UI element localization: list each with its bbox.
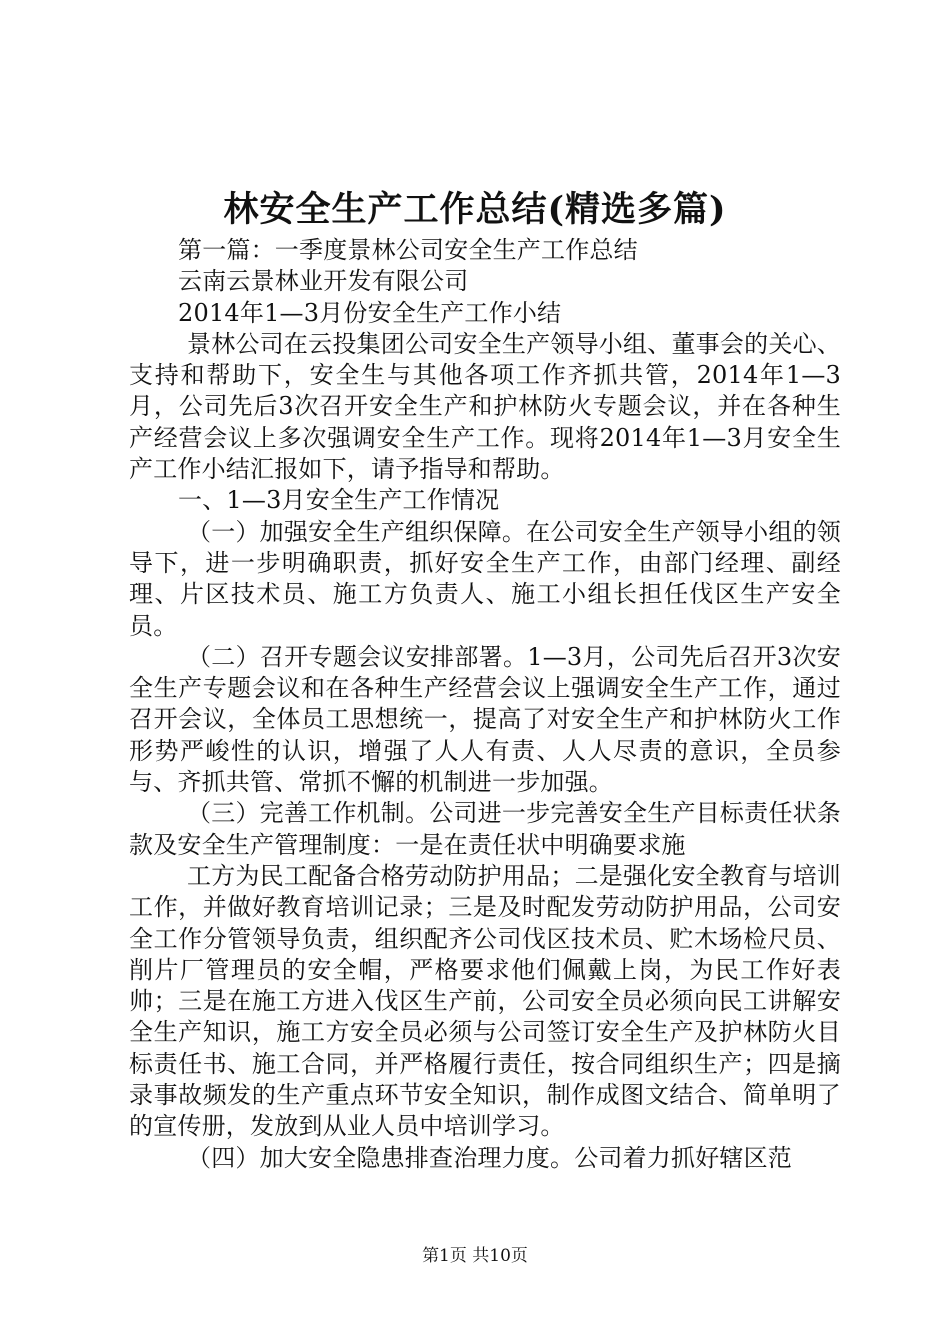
page-footer: 第1页 共10页 <box>422 1246 528 1266</box>
paragraph-heading-1: 一、1—3月安全生产工作情况 <box>178 486 500 515</box>
paragraph-item-1: （一）加强安全生产组织保障。在公司安全生产领导小组的领导下，进一步明确职责，抓好安全生产工作，由部门经理、副经理、片区技术员、施工方负责人、施工小组长担任伐区生产安全员。 <box>129 517 841 640</box>
document-title: 林安全生产工作总结(精选多篇) <box>223 189 727 230</box>
paragraph-report-title: 2014年1—3月份安全生产工作小结 <box>178 298 562 327</box>
paragraph-item-2: （二）召开专题会议安排部署。1—3月，公司先后召开3次安全生产专题会议和在各种生产经营会议上强调安全生产工作，通过召开会议，全体员工思想统一，提高了对安全生产和护林防火工作形势严峻性的认识，增强了人人有责、人人尽责的意识，全员参与、齐抓共管、常抓不懈的机制进一步加强。 <box>129 642 841 797</box>
paragraph-section-heading: 第一篇：一季度景林公司安全生产工作总结 <box>178 236 638 264</box>
paragraph-item-4: （四）加大安全隐患排查治理力度。公司着力抓好辖区范 <box>187 1143 792 1172</box>
document-body <box>129 235 841 1174</box>
paragraph-item-3: （三）完善工作机制。公司进一步完善安全生产目标责任状条款及安全生产管理制度：一是在责任状中明确要求施 <box>129 799 841 859</box>
paragraph-company-name: 云南云景林业开发有限公司 <box>178 267 469 296</box>
paragraph-item-3-cont: 工方为民工配备合格劳动防护用品；二是强化安全教育与培训工作，并做好教育培训记录；三是及时配发劳动防护用品，公司安全工作分管领导负责，组织配齐公司伐区技术员、贮木场检尺员、削片厂管理员的安全帽，严格要求他们佩戴上岗，为民工作好表帅；三是在施工方进入伐区生产前，公司安全员必须向民工讲解安全生产知识，施工方安全员必须与公司签订安全生产及护林防火目标责任书、施工合同，并严格履行责任，按合同组织生产；四是摘录事故频发的生产重点环节安全知识，制作成图文结合、简单明了的宣传册，发放到从业人员中培训学习。 <box>129 861 841 1141</box>
paragraph-intro: 景林公司在云投集团公司安全生产领导小组、董事会的关心、支持和帮助下，安全生与其他各项工作齐抓共管，2014年1—3月，公司先后3次召开安全生产和护林防火专题会议，并在各种生产经营会议上多次强调安全生产工作。现将2014年1—3月安全生产工作小结汇报如下，请予指导和帮助。 <box>129 329 841 484</box>
